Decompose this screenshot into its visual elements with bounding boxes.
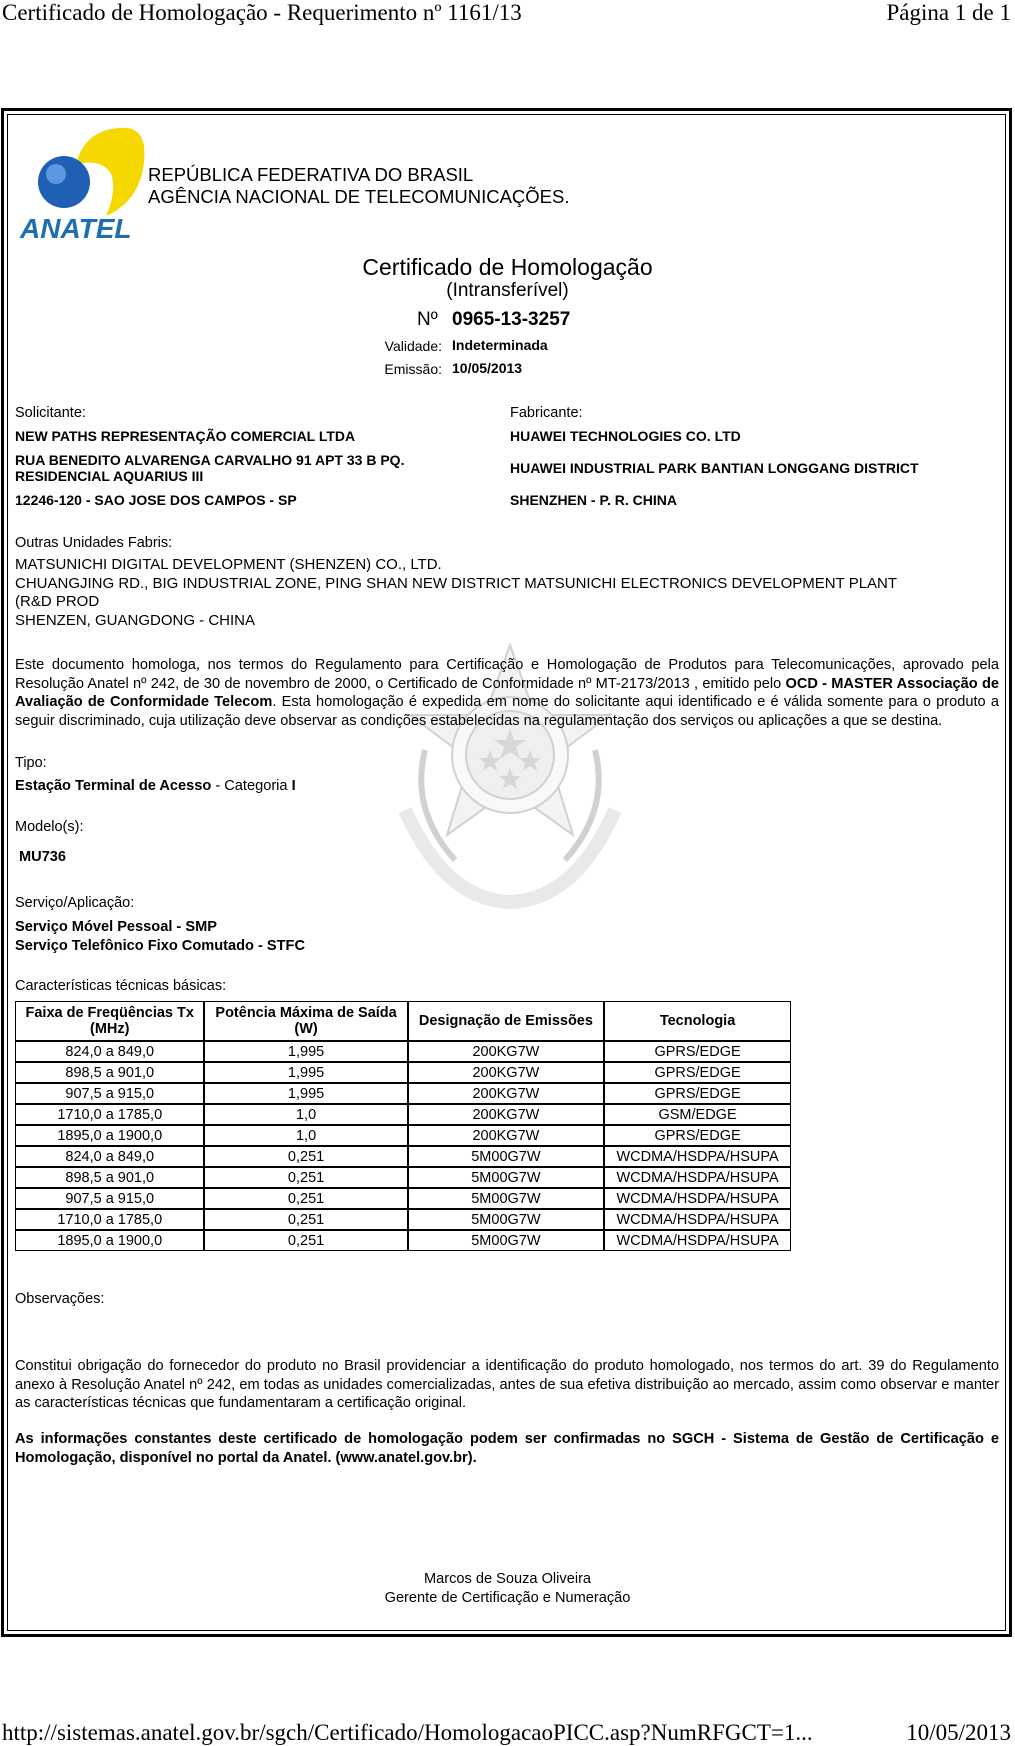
frequency-cell: 824,0 a 849,0 bbox=[15, 1146, 204, 1167]
signatory-title: Gerente de Certificação e Numeração bbox=[384, 1589, 631, 1606]
technology-cell: GPRS/EDGE bbox=[604, 1125, 791, 1146]
applicant-name: NEW PATHS REPRESENTAÇÃO COMERCIAL LTDA bbox=[15, 428, 356, 444]
applicant-label: Solicitante: bbox=[15, 405, 86, 421]
power-cell: 1,995 bbox=[204, 1083, 407, 1104]
power-cell: 0,251 bbox=[204, 1188, 407, 1209]
specs-label: Características técnicas básicas: bbox=[15, 978, 227, 994]
services-label: Serviço/Aplicação: bbox=[15, 895, 135, 911]
other-units-block bbox=[15, 556, 1000, 630]
model-value: MU736 bbox=[19, 849, 67, 865]
applicant-address bbox=[15, 452, 404, 484]
certificate-title: Certificado de Homologação bbox=[362, 254, 653, 280]
emission-cell: 5M00G7W bbox=[408, 1209, 604, 1230]
power-cell: 1,995 bbox=[204, 1041, 407, 1062]
print-header-page: Página 1 de 1 bbox=[886, 0, 1011, 25]
specs-header-row bbox=[15, 1001, 791, 1041]
frequency-cell: 824,0 a 849,0 bbox=[15, 1041, 204, 1062]
homologation-paragraph bbox=[15, 656, 999, 730]
specs-row bbox=[15, 1125, 791, 1146]
specs-table bbox=[15, 1001, 791, 1251]
technology-cell: WCDMA/HSDPA/HSUPA bbox=[604, 1146, 791, 1167]
technology-cell: GPRS/EDGE bbox=[604, 1041, 791, 1062]
specs-row bbox=[15, 1209, 791, 1230]
specs-row bbox=[15, 1230, 791, 1251]
specs-row bbox=[15, 1062, 791, 1083]
frequency-cell: 1710,0 a 1785,0 bbox=[15, 1209, 204, 1230]
other-units-line-2: CHUANGJING RD., BIG INDUSTRIAL ZONE, PING SHAN NEW DISTRICT MATSUNICHI ELECTRONICS DEVELOPMENT PLANT bbox=[15, 574, 898, 592]
type-value-bold: Estação Terminal de Acesso bbox=[15, 778, 212, 794]
other-units-line-3: (R&D PROD bbox=[15, 593, 100, 610]
applicant-city: 12246-120 - SAO JOSE DOS CAMPOS - SP bbox=[15, 492, 297, 508]
frequency-cell: 907,5 a 915,0 bbox=[15, 1188, 204, 1209]
emission-cell: 200KG7W bbox=[408, 1125, 604, 1146]
service-smp: Serviço Móvel Pessoal - SMP bbox=[15, 919, 217, 935]
anatel-logo bbox=[16, 124, 146, 244]
other-units-label: Outras Unidades Fabris: bbox=[15, 535, 173, 551]
emission-cell: 5M00G7W bbox=[408, 1230, 604, 1251]
validity-label: Validade: bbox=[384, 338, 442, 354]
frequency-cell: 1895,0 a 1900,0 bbox=[15, 1125, 204, 1146]
certificate-subtitle: (Intransferível) bbox=[446, 280, 569, 301]
manufacturer-address: HUAWEI INDUSTRIAL PARK BANTIAN LONGGANG DISTRICT bbox=[510, 460, 919, 476]
technology-cell: GPRS/EDGE bbox=[604, 1062, 791, 1083]
specs-row bbox=[15, 1146, 791, 1167]
specs-row bbox=[15, 1041, 791, 1062]
specs-row bbox=[15, 1104, 791, 1125]
other-units-line-1: MATSUNICHI DIGITAL DEVELOPMENT (SHENZEN) CO., LTD. bbox=[15, 556, 442, 573]
emission-cell: 5M00G7W bbox=[408, 1188, 604, 1209]
org-line-2: AGÊNCIA NACIONAL DE TELECOMUNICAÇÕES. bbox=[148, 186, 570, 207]
power-cell: 0,251 bbox=[204, 1230, 407, 1251]
services-list bbox=[15, 918, 305, 955]
paragraph-part-1: Este documento homologa, nos termos do Regulamento para Certificação e Homologação de Produtos para Telecomunicações, aprovado pela Resolução Anatel nº 242, de 30 de novembro de 2000, o Certificado de Conformidade nº MT-2173/2013 , emitido pelo bbox=[15, 657, 999, 692]
models-label: Modelo(s): bbox=[15, 819, 84, 835]
type-label: Tipo: bbox=[15, 755, 47, 771]
col-technology-header: Tecnologia bbox=[604, 1001, 791, 1041]
power-cell: 1,995 bbox=[204, 1062, 407, 1083]
org-block bbox=[148, 164, 569, 208]
technology-cell: GPRS/EDGE bbox=[604, 1083, 791, 1104]
power-cell: 0,251 bbox=[204, 1146, 407, 1167]
frequency-cell: 898,5 a 901,0 bbox=[15, 1167, 204, 1188]
power-cell: 1,0 bbox=[204, 1125, 407, 1146]
certificate-number: 0965-13-3257 bbox=[452, 309, 571, 330]
specs-row bbox=[15, 1167, 791, 1188]
print-footer-date: 10/05/2013 bbox=[906, 1720, 1011, 1745]
technology-cell: GSM/EDGE bbox=[604, 1104, 791, 1125]
observations-label: Observações: bbox=[15, 1291, 105, 1307]
sgch-info-paragraph: As informações constantes deste certificado de homologação podem ser confirmadas no SGCH - Sistema de Gestão de Certificação e Homologação, disponível no portal da Anatel. (www.anatel.gov.br). bbox=[15, 1431, 999, 1466]
signature-block bbox=[0, 1570, 1015, 1607]
number-label: Nº bbox=[417, 309, 438, 330]
paragraph-ocd-name: OCD - MASTER Associação de Avaliação de Conformidade Telecom bbox=[15, 675, 999, 710]
emission-cell: 200KG7W bbox=[408, 1104, 604, 1125]
frequency-cell: 907,5 a 915,0 bbox=[15, 1083, 204, 1104]
col-power-header: Potência Máxima de Saída (W) bbox=[204, 1001, 407, 1041]
specs-table-body bbox=[15, 1041, 791, 1251]
validity-value: Indeterminada bbox=[452, 337, 548, 353]
applicant-address-line-1: RUA BENEDITO ALVARENGA CARVALHO 91 APT 33 B PQ. bbox=[15, 452, 405, 468]
issue-label: Emissão: bbox=[384, 361, 442, 377]
manufacturer-city: SHENZHEN - P. R. CHINA bbox=[510, 492, 677, 508]
emission-cell: 200KG7W bbox=[408, 1041, 604, 1062]
specs-row bbox=[15, 1188, 791, 1209]
power-cell: 1,0 bbox=[204, 1104, 407, 1125]
frequency-cell: 1895,0 a 1900,0 bbox=[15, 1230, 204, 1251]
type-value bbox=[15, 778, 296, 794]
signatory-name: Marcos de Souza Oliveira bbox=[423, 1571, 592, 1587]
emission-cell: 200KG7W bbox=[408, 1083, 604, 1104]
specs-row bbox=[15, 1083, 791, 1104]
obligation-paragraph: Constitui obrigação do fornecedor do produto no Brasil providenciar a identificação do produto homologado, nos termos do art. 39 do Regulamento anexo à Resolução Anatel nº 242, em todas as unidades comercializadas, antes de sua efetiva distribuição ao mercado, assim como observar e manter as características técnicas que fundamentaram a certificação original. bbox=[15, 1358, 999, 1411]
col-emission-header: Designação de Emissões bbox=[408, 1001, 604, 1041]
service-stfc: Serviço Telefônico Fixo Comutado - STFC bbox=[15, 937, 306, 954]
other-units-line-4: SHENZEN, GUANGDONG - CHINA bbox=[15, 611, 256, 629]
print-header-title: Certificado de Homologação - Requerimento nº 1161/13 bbox=[2, 0, 522, 25]
emission-cell: 200KG7W bbox=[408, 1062, 604, 1083]
technology-cell: WCDMA/HSDPA/HSUPA bbox=[604, 1209, 791, 1230]
type-value-mid: - Categoria bbox=[211, 778, 292, 794]
org-line-1: REPÚBLICA FEDERATIVA DO BRASIL bbox=[148, 164, 474, 185]
applicant-address-line-2: RESIDENCIAL AQUARIUS III bbox=[15, 468, 204, 484]
paragraph-part-2: . Esta homologação é expedida em nome do solicitante aqui identificado e é válida somente para o produto a seguir discriminado, cuja utilização deve observar as condições estabelecidas na regulamentação dos serviços ou aplicações a que se destina. bbox=[15, 694, 999, 729]
frequency-cell: 898,5 a 901,0 bbox=[15, 1062, 204, 1083]
anatel-logo-text: ANATEL bbox=[20, 213, 132, 244]
technology-cell: WCDMA/HSDPA/HSUPA bbox=[604, 1230, 791, 1251]
emission-cell: 5M00G7W bbox=[408, 1146, 604, 1167]
power-cell: 0,251 bbox=[204, 1167, 407, 1188]
manufacturer-name: HUAWEI TECHNOLOGIES CO. LTD bbox=[510, 428, 741, 444]
type-category: I bbox=[291, 778, 296, 794]
manufacturer-label: Fabricante: bbox=[510, 405, 583, 421]
technology-cell: WCDMA/HSDPA/HSUPA bbox=[604, 1167, 791, 1188]
col-frequency-header: Faixa de Freqüências Tx (MHz) bbox=[15, 1001, 204, 1041]
power-cell: 0,251 bbox=[204, 1209, 407, 1230]
issue-date: 10/05/2013 bbox=[452, 360, 523, 376]
frequency-cell: 1710,0 a 1785,0 bbox=[15, 1104, 204, 1125]
emission-cell: 5M00G7W bbox=[408, 1167, 604, 1188]
print-footer-url: http://sistemas.anatel.gov.br/sgch/Certificado/HomologacaoPICC.asp?NumRFGCT=1... bbox=[2, 1720, 813, 1745]
technology-cell: WCDMA/HSDPA/HSUPA bbox=[604, 1188, 791, 1209]
